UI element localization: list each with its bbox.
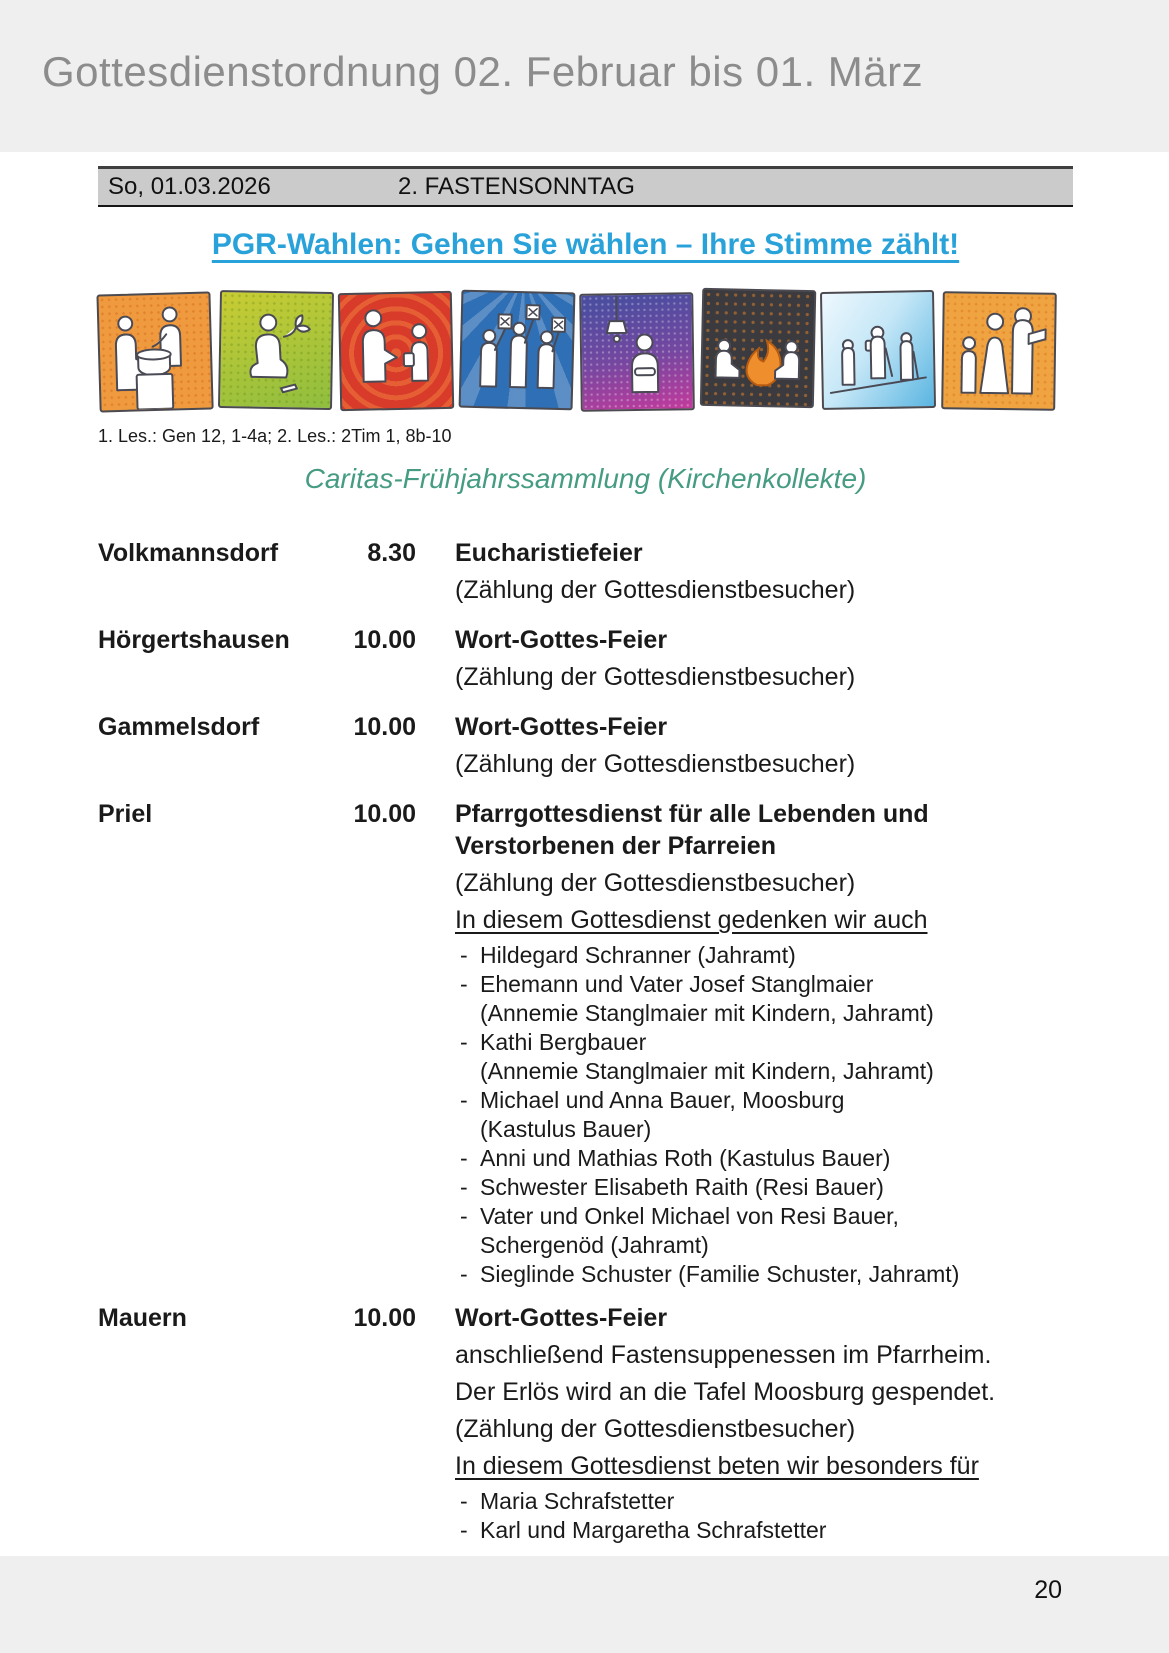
soup-kitchen-icon	[98, 293, 211, 410]
panel-hikers-illustration	[820, 290, 936, 410]
page-header-band	[0, 0, 1169, 152]
memorial-item-line: - Anni und Mathias Roth (Kastulus Bauer)	[455, 1144, 1073, 1173]
location-cell: Hörgertshausen	[98, 626, 290, 654]
service-note: (Zählung der Gottesdienstbesucher)	[455, 750, 856, 778]
description-cell	[416, 624, 1073, 698]
memorial-heading: In diesem Gottesdienst beten wir besonders für	[455, 1452, 979, 1480]
description-cell	[416, 537, 1073, 611]
panel-giving-to-child-illustration	[338, 291, 454, 411]
family-reading-icon	[943, 293, 1054, 409]
service-title: Wort-Gottes-Feier	[455, 626, 668, 654]
memorial-heading: In diesem Gottesdienst gedenken wir auch	[455, 906, 928, 934]
time-cell: 10.00	[353, 626, 416, 654]
panel-family-reading-illustration	[941, 291, 1056, 411]
memorial-item	[455, 1144, 1073, 1173]
pgr-wahlen-headline: PGR-Wahlen: Gehen Sie wählen – Ihre Stimme zählt!	[211, 228, 960, 261]
memorial-list	[455, 1487, 1073, 1545]
readings-line: 1. Les.: Gen 12, 1-4a; 2. Les.: 2Tim 1, 8b-10	[98, 426, 452, 446]
memorial-item	[455, 1202, 1073, 1260]
panel-campfire-group-illustration	[699, 288, 815, 408]
memorial-item	[455, 1260, 1073, 1289]
memorial-item	[455, 970, 1073, 1028]
description-cell	[416, 711, 1073, 785]
memorial-item	[455, 1516, 1073, 1545]
comic-image-strip	[98, 291, 1055, 409]
time-cell: 8.30	[367, 539, 416, 567]
memorial-list	[455, 941, 1073, 1289]
description-cell	[416, 1302, 1073, 1545]
memorial-item-line: - Sieglinde Schuster (Familie Schuster, Jahramt)	[455, 1260, 1073, 1289]
memorial-item-continuation: (Kastulus Bauer)	[480, 1116, 652, 1142]
time-cell: 10.00	[353, 800, 416, 828]
memorial-item-continuation: (Annemie Stanglmaier mit Kindern, Jahramt)	[480, 1058, 934, 1084]
memorial-item	[455, 941, 1073, 970]
page-title: Gottesdienstordnung 02. Februar bis 01. März	[42, 48, 924, 95]
location-cell: Volkmannsdorf	[98, 539, 279, 567]
planting-seedling-icon	[220, 292, 331, 408]
raising-ballots-icon	[460, 292, 572, 409]
page-content	[98, 166, 1073, 1558]
memorial-item	[455, 1487, 1073, 1516]
schedule-row	[98, 1302, 1073, 1545]
date-label: So, 01.03.2026	[108, 173, 271, 200]
panel-child-with-lantern-illustration	[579, 292, 694, 412]
schedule-row	[98, 798, 1073, 1289]
service-title: Wort-Gottes-Feier	[455, 713, 668, 741]
date-bar	[98, 166, 1073, 207]
child-with-lantern-icon	[581, 294, 692, 410]
location-cell: Gammelsdorf	[98, 713, 260, 741]
memorial-item-line: - Hildegard Schranner (Jahramt)	[455, 941, 1073, 970]
time-cell: 10.00	[353, 1304, 416, 1332]
service-title: Pfarrgottesdienst für alle Lebenden und Verstorbenen der Pfarreien	[455, 800, 929, 860]
schedule-row	[98, 711, 1073, 785]
page-number: 20	[1034, 1576, 1062, 1604]
sunday-title: 2. FASTENSONNTAG	[398, 173, 635, 200]
memorial-item-continuation: Schergenöd (Jahramt)	[480, 1232, 709, 1258]
memorial-item	[455, 1086, 1073, 1144]
service-schedule	[98, 537, 1073, 1545]
memorial-item-line: - Michael und Anna Bauer, Moosburg	[455, 1086, 1073, 1115]
description-cell	[416, 798, 1073, 1289]
memorial-item-line: - Karl und Margaretha Schrafstetter	[455, 1516, 1073, 1545]
time-cell: 10.00	[353, 713, 416, 741]
location-cell: Priel	[98, 800, 153, 828]
panel-soup-kitchen-illustration	[96, 291, 213, 412]
campfire-group-icon	[701, 290, 813, 406]
giving-to-child-icon	[340, 293, 452, 409]
memorial-item	[455, 1173, 1073, 1202]
memorial-item-line: - Kathi Bergbauer	[455, 1028, 1073, 1057]
panel-raising-ballots-illustration	[458, 290, 574, 411]
schedule-row	[98, 537, 1073, 611]
memorial-item-continuation: (Annemie Stanglmaier mit Kindern, Jahramt)	[480, 1000, 934, 1026]
hikers-icon	[822, 292, 933, 408]
service-note: (Zählung der Gottesdienstbesucher)	[455, 1415, 856, 1443]
memorial-item-line: - Maria Schrafstetter	[455, 1487, 1073, 1516]
service-note: anschließend Fastensuppenessen im Pfarrheim.	[455, 1341, 992, 1369]
service-title: Eucharistiefeier	[455, 539, 643, 567]
memorial-item-line: - Ehemann und Vater Josef Stanglmaier	[455, 970, 1073, 999]
memorial-item-line: - Schwester Elisabeth Raith (Resi Bauer)	[455, 1173, 1073, 1202]
memorial-item-line: - Vater und Onkel Michael von Resi Bauer,	[455, 1202, 1073, 1231]
location-cell: Mauern	[98, 1304, 187, 1332]
service-note: (Zählung der Gottesdienstbesucher)	[455, 576, 856, 604]
service-note: (Zählung der Gottesdienstbesucher)	[455, 869, 856, 897]
service-title: Wort-Gottes-Feier	[455, 1304, 668, 1332]
service-note: Der Erlös wird an die Tafel Moosburg gespendet.	[455, 1378, 996, 1406]
memorial-item	[455, 1028, 1073, 1086]
page-footer-band	[0, 1556, 1169, 1653]
panel-planting-seedling-illustration	[217, 290, 333, 410]
collection-line: Caritas-Frühjahrssammlung (Kirchenkollekte)	[304, 463, 867, 494]
service-note: (Zählung der Gottesdienstbesucher)	[455, 663, 856, 691]
schedule-row	[98, 624, 1073, 698]
